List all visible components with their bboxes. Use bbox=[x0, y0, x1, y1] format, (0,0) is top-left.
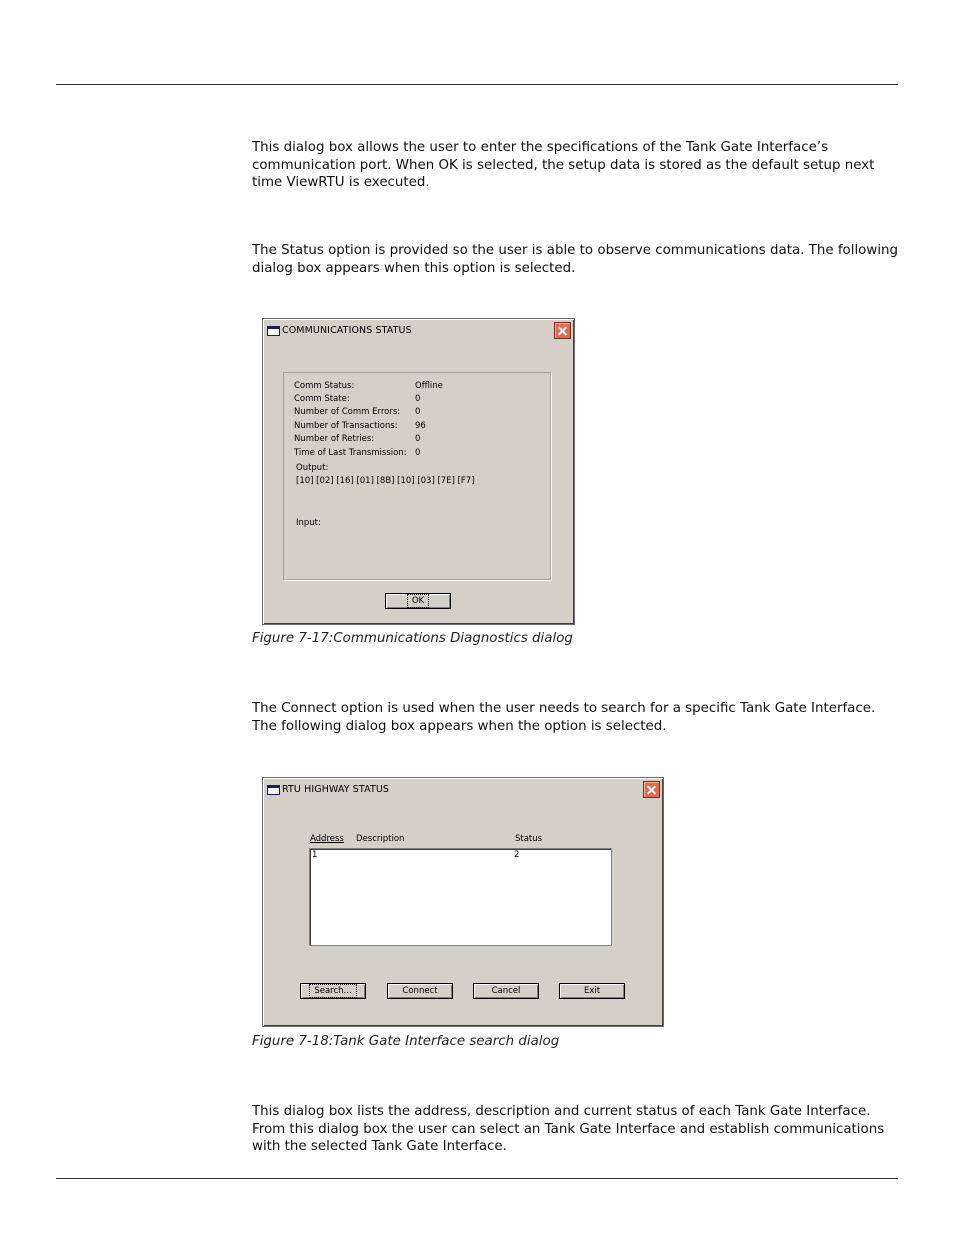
search-button-label: Search... bbox=[311, 986, 354, 996]
row-value: 0 bbox=[415, 448, 421, 458]
row-value: 0 bbox=[415, 434, 421, 444]
dialog-title: RTU HIGHWAY STATUS bbox=[282, 784, 390, 795]
row-label: Comm Status: bbox=[294, 381, 355, 391]
exit-button[interactable] bbox=[559, 983, 625, 999]
window-icon bbox=[267, 326, 280, 336]
row-value: 0 bbox=[415, 394, 421, 404]
footer-rule bbox=[56, 1178, 898, 1179]
exit-button-label: Exit bbox=[583, 986, 601, 996]
connect-button[interactable] bbox=[387, 983, 453, 999]
rtu-list[interactable] bbox=[309, 848, 612, 946]
cancel-button-label: Cancel bbox=[491, 986, 521, 996]
close-icon[interactable] bbox=[643, 781, 660, 798]
output-value: [10] [02] [16] [01] [8B] [10] [03] [7E] [F7] bbox=[296, 476, 475, 486]
rtu-highway-status-dialog bbox=[262, 777, 664, 1027]
paragraph-description: This dialog box lists the address, description and current status of each Tank Gate Interface. From this dialog box the user can select an Tank Gate Interface and establish communications with the selected Tank Gate Interface. bbox=[252, 1104, 885, 1154]
connect-button-label: Connect bbox=[402, 986, 438, 996]
close-icon[interactable] bbox=[554, 322, 571, 339]
paragraph-setup: This dialog box allows the user to enter the specifications of the Tank Gate Interface’s communication port. When OK is selected, the setup data is stored as the default setup next time ViewRTU is executed. bbox=[252, 140, 875, 190]
list-item-status: 2 bbox=[514, 850, 520, 860]
list-item[interactable] bbox=[310, 849, 611, 861]
row-label: Time of Last Transmission: bbox=[294, 448, 407, 458]
paragraph-status: The Status option is provided so the user is able to observe communications data. The following dialog box appears when this option is selected. bbox=[252, 243, 899, 276]
row-value: 0 bbox=[415, 407, 421, 417]
communications-status-dialog bbox=[262, 318, 575, 625]
row-value: 96 bbox=[415, 421, 426, 431]
ok-button[interactable] bbox=[385, 593, 451, 609]
dialog-titlebar[interactable] bbox=[265, 321, 572, 341]
column-header-description[interactable]: Description bbox=[356, 834, 405, 844]
column-header-address[interactable]: Address bbox=[310, 834, 344, 844]
ok-button-label: OK bbox=[409, 596, 427, 606]
column-header-status[interactable]: Status bbox=[515, 834, 543, 844]
row-label: Number of Transactions: bbox=[294, 421, 398, 431]
row-label: Number of Comm Errors: bbox=[294, 407, 401, 417]
search-button[interactable] bbox=[300, 983, 366, 999]
input-label: Input: bbox=[296, 518, 321, 528]
row-label: Number of Retries: bbox=[294, 434, 375, 444]
row-value: Offline bbox=[415, 381, 443, 391]
dialog-titlebar[interactable] bbox=[265, 780, 661, 800]
figure-caption: Figure 7-18:Tank Gate Interface search dialog bbox=[252, 1034, 560, 1049]
header-rule bbox=[56, 84, 898, 85]
figure-caption: Figure 7-17:Communications Diagnostics dialog bbox=[252, 631, 573, 646]
paragraph-connect: The Connect option is used when the user needs to search for a specific Tank Gate Interface. The following dialog box appears when the option is selected. bbox=[252, 701, 876, 734]
row-label: Comm State: bbox=[294, 394, 350, 404]
dialog-title: COMMUNICATIONS STATUS bbox=[282, 325, 412, 336]
cancel-button[interactable] bbox=[473, 983, 539, 999]
output-label: Output: bbox=[296, 463, 329, 473]
window-icon bbox=[267, 785, 280, 795]
list-item-address: 1 bbox=[312, 850, 318, 860]
